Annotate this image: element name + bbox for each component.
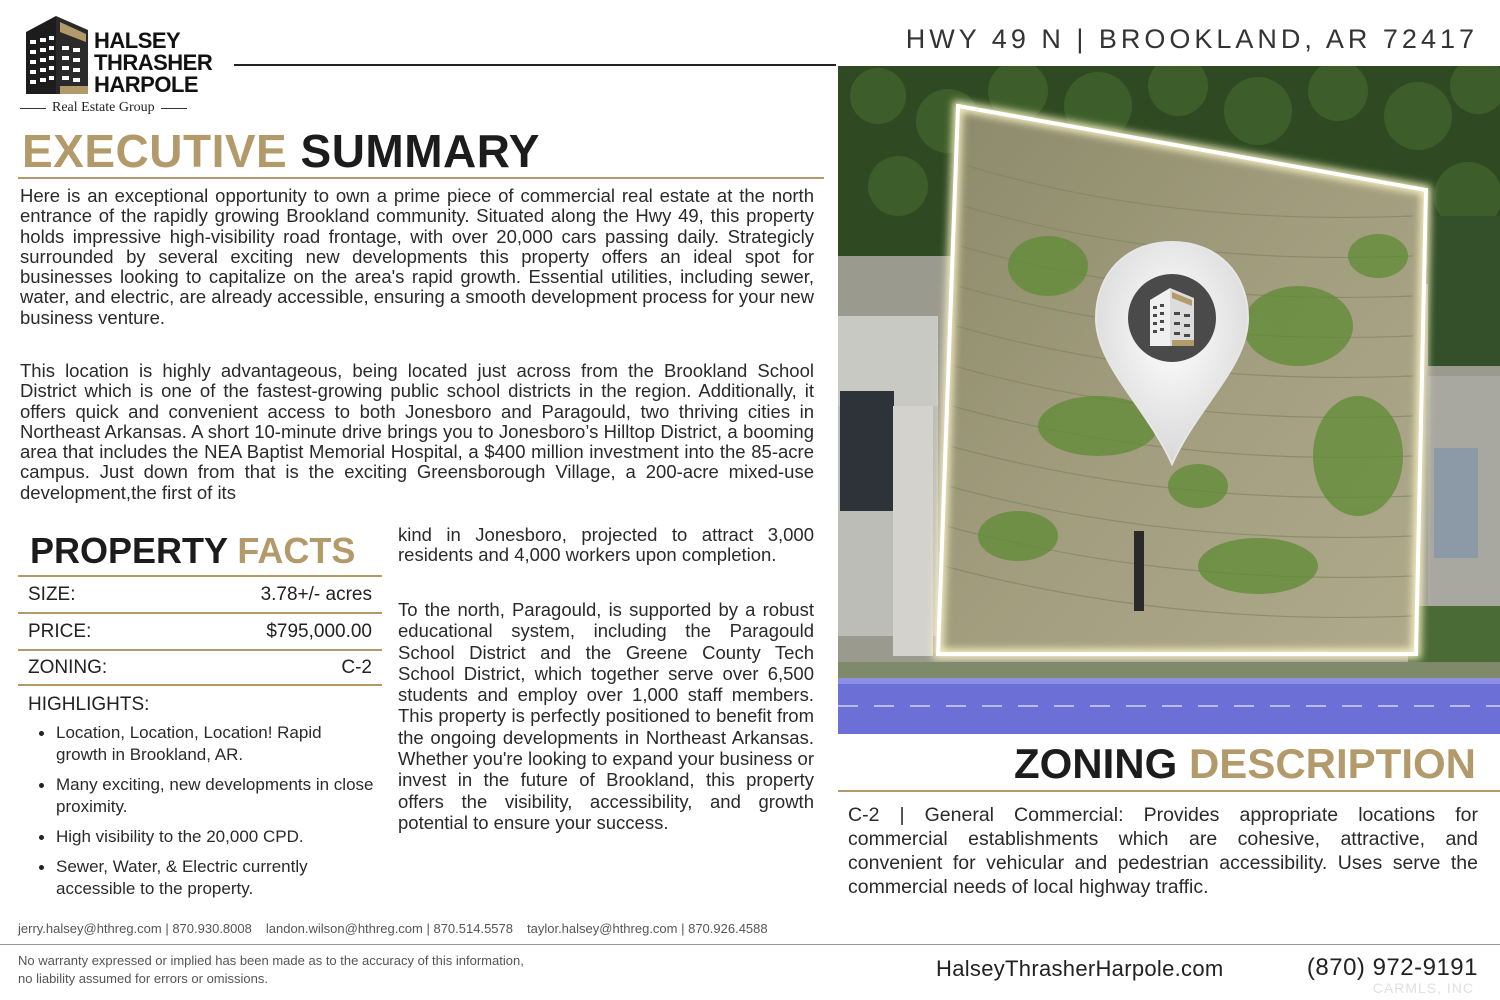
- highlights-list: [36, 722, 376, 908]
- property-facts-title: [30, 530, 355, 572]
- logo-line-3: HARPOLE: [94, 72, 199, 97]
- zoning-lead: C-2 | General Commercial:: [848, 804, 1124, 826]
- highlight-item: Sewer, Water, & Electric currently accessible to the property.: [36, 856, 376, 900]
- title-highlight: EXECUTIVE: [22, 125, 288, 177]
- fact-value: $795,000.00: [266, 620, 372, 642]
- company-logo: [16, 12, 216, 120]
- property-facts-table: [18, 575, 382, 686]
- fact-value: 3.78+/- acres: [260, 583, 372, 605]
- website-link[interactable]: HalseyThrasherHarpole.com: [936, 956, 1224, 981]
- zoning-divider: [838, 790, 1500, 792]
- logo-line-1: HALSEY: [94, 28, 181, 53]
- zoning-title-part2: DESCRIPTION: [1188, 740, 1476, 787]
- building-logo-icon: [16, 12, 94, 98]
- logo-divider-right: [161, 108, 187, 109]
- highlight-item: Location, Location, Location! Rapid growth in Brookland, AR.: [36, 722, 376, 766]
- zoning-description-title: [1014, 740, 1476, 788]
- fact-row-size: [18, 575, 382, 612]
- highlight-item: Many exciting, new developments in close proximity.: [36, 774, 376, 818]
- summary-paragraph-2: This location is highly advantageous, being located just across from the Brookland School District which is one of the fastest-growing public school districts in the region. Additionally, it offers quick and convenient access to both Jonesboro and Paragould, two thriving cities in Northeast Arkansas. A short 10-minute drive brings you to Jonesboro’s Hilltop District, a booming area that includes the NEA Baptist Memorial Hospital, a $400 million investment into the 85-acre campus. Just down from that is the exciting Greensborough Village, a 200-acre mixed-use development,the first of its: [20, 360, 814, 503]
- contact-taylor[interactable]: taylor.halsey@hthreg.com | 870.926.4588: [527, 921, 768, 936]
- section-divider: [18, 177, 824, 179]
- fact-label: ZONING:: [28, 656, 108, 678]
- phone-number[interactable]: (870) 972-9191: [1306, 954, 1478, 981]
- summary-paragraph-2-continued: kind in Jonesboro, projected to attract 3,000 residents and 4,000 workers upon completion.: [398, 524, 814, 566]
- logo-line-2: THRASHER: [94, 50, 213, 75]
- disclaimer-text: No warranty expressed or implied has been made as to the accuracy of this information, no liability assumed for errors or omissions.: [18, 953, 524, 986]
- fact-row-zoning: [18, 649, 382, 686]
- zoning-title-part1: ZONING: [1013, 740, 1178, 787]
- facts-title-part2: FACTS: [237, 530, 356, 571]
- title-rest: SUMMARY: [300, 125, 540, 177]
- zoning-body: Provides appropriate locations for commercial establishments which are cohesive, attractive, and convenient for vehicular and pedestrian accessibility. Uses serve the commercial needs of local highway traffic.: [848, 804, 1478, 898]
- logo-wordmark: [94, 30, 212, 96]
- executive-summary-title: [22, 124, 540, 178]
- logo-divider-left: [20, 108, 46, 109]
- summary-paragraph-1: Here is an exceptional opportunity to own a prime piece of commercial real estate at the north entrance of the rapidly growing Brookland community. Situated along the Hwy 49, this property holds impressive high-visibility road frontage, with over 20,000 cars passing daily. Strategicly surrounded by several exciting new developments this property offers an ideal spot for businesses looking to capitalize on the area's rapid growth. Essential utilities, including sewer, water, and electric, are already accessible, ensuring a smooth development process for your new business venture.: [20, 185, 814, 328]
- contact-list: [18, 921, 768, 936]
- property-address: HWY 49 N | BROOKLAND, AR 72417: [905, 24, 1478, 54]
- facts-title-part1: PROPERTY: [30, 530, 228, 571]
- contact-landon[interactable]: landon.wilson@hthreg.com | 870.514.5578: [265, 921, 513, 936]
- highlight-item: High visibility to the 20,000 CPD.: [36, 826, 376, 848]
- fact-row-price: [18, 612, 382, 649]
- summary-paragraph-3: To the north, Paragould, is supported by a robust educational system, including the Paragould School District and the Greene County Tech School District, which together serve over 6,500 students and employ over 1,000 staff members. This property is perfectly positioned to benefit from the ongoing developments in Northeast Arkansas. Whether you're looking to expand your business or invest in the future of Brookland, this property offers the visibility, accessibility, and growth potential to ensure your success.: [398, 599, 814, 833]
- mls-watermark: CARMLS, INC: [1372, 980, 1474, 996]
- highlights-title: HIGHLIGHTS:: [28, 694, 150, 715]
- logo-subtitle-text: Real Estate Group: [52, 100, 155, 115]
- zoning-description-text: [848, 803, 1478, 899]
- aerial-photo-illustration: [838, 66, 1500, 734]
- footer-divider: [0, 944, 1500, 945]
- aerial-property-photo: [838, 66, 1500, 734]
- fact-label: SIZE:: [28, 583, 76, 605]
- fact-value: C-2: [341, 656, 372, 678]
- header-divider: [234, 64, 836, 66]
- logo-subtitle: [20, 100, 220, 116]
- fact-label: PRICE:: [28, 620, 92, 642]
- contact-jerry[interactable]: jerry.halsey@hthreg.com | 870.930.8008: [18, 921, 252, 936]
